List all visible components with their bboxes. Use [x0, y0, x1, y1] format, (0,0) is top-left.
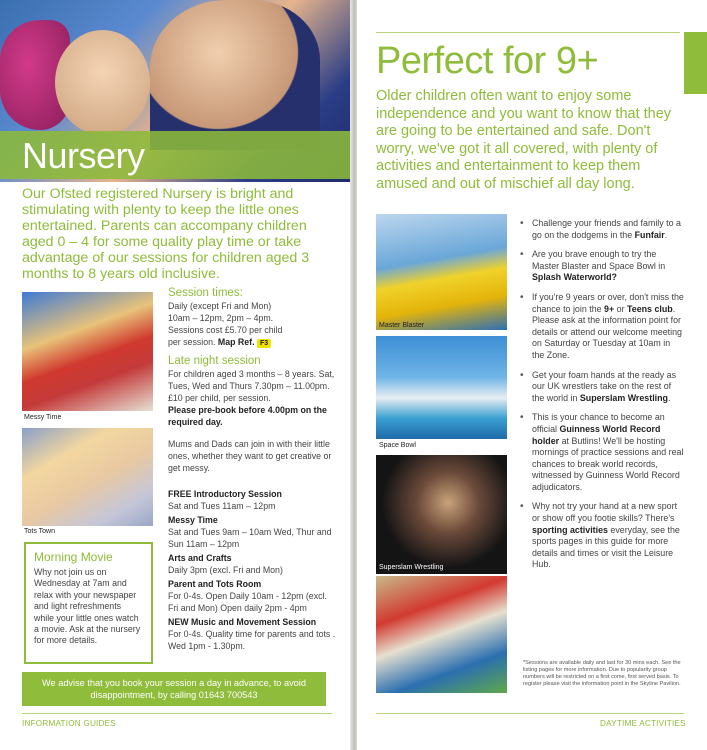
booking-advice-banner: We advise that you book your session a day in advance, to avoid disappointment, by calling 01643 700543 [22, 672, 326, 706]
session-line: 10am – 12pm, 2pm – 4pm. [168, 313, 274, 323]
mums-dads-text: Mums and Dads can join in with their little ones, whether they want to get creative or get messy. [168, 439, 332, 473]
messy-time-caption: Messy Time [24, 414, 62, 421]
session-list [168, 488, 336, 652]
sports-photo [376, 576, 507, 693]
session-detail: Sat and Tues 9am – 10am Wed, Thur and Sun 11am – 12pm [168, 527, 332, 549]
nursery-intro: Our Ofsted registered Nursery is bright and stimulating with plenty to keep the little ones entertained. Parents can accompany children aged 0 – 4 for some quality play time or take advantage of our sessions for children aged 3 months to 8 years old inclusive. [22, 186, 310, 282]
sporting-activities-text: sporting activities [532, 524, 608, 535]
page-title-nursery: Nursery [22, 135, 145, 176]
superslam-text: Superslam Wrestling [579, 392, 668, 403]
section-tab [684, 32, 707, 94]
bullet-sports: • Why not try your hand at a new sport or show off you footie skills? There's sporting activities everyday, see the sports pages in this guide for more details and times or visit the Leisure Hub. [518, 501, 684, 571]
space-bowl-caption: Space Bowl [379, 442, 416, 449]
header-rule [376, 32, 680, 33]
messy-time-photo [22, 292, 153, 411]
superslam-wrestling-caption: Superslam Wrestling [379, 564, 444, 571]
child-shape [55, 30, 150, 135]
session-name: Arts and Crafts [168, 553, 232, 563]
session-line [168, 336, 336, 348]
session-item [168, 514, 336, 550]
footer-rule [22, 713, 332, 714]
session-line: Sessions cost £5.70 per child [168, 325, 283, 335]
sessions-footnote: *Sessions are available daily and last for 30 mins each. See the listing pages for more information. Due to popularity group numbers will be restricted on a first come, first served basis. To register please visit the information point in the Skyline Pavilion. [523, 660, 681, 687]
bullet-wrestling: • Get your foam hands at the ready as our UK wrestlers take on the rest of the world in Superslam Wrestling. [518, 370, 684, 405]
master-blaster-photo [376, 214, 507, 330]
session-times [168, 286, 336, 348]
session-name: Parent and Tots Room [168, 579, 262, 589]
session-line-a: per session. [168, 337, 216, 347]
nine-plus-text: 9+ [604, 303, 615, 314]
footer-left: INFORMATION GUIDES [22, 719, 116, 728]
bullet-splash: • Are you brave enough to try the Master Blaster and Space Bowl in Splash Waterworld? [518, 249, 684, 284]
nine-plus-intro: Older children often want to enjoy some independence and you want to know that they are going to be entertained and safe. Don't worry, we've got it all covered, with plenty of activities and entertainment to keep them amused and out of mischief all day long. [376, 88, 672, 192]
late-night-prebook: Please pre-book before 4.00pm on the required day. [168, 405, 327, 427]
session-detail: Sat and Tues 11am – 12pm [168, 501, 276, 511]
session-detail: For 0-4s. Open Daily 10am - 12pm (excl. Fri and Mon) Open daily 2pm - 4pm [168, 591, 327, 613]
footer-right: DAYTIME ACTIVITIES [600, 719, 686, 728]
map-ref-label: Map Ref. [217, 337, 255, 347]
funfair-link-text: Funfair [634, 229, 665, 240]
master-blaster-caption: Master Blaster [379, 322, 425, 329]
page-title-perfect-for-9: Perfect for 9+ [376, 40, 599, 82]
superslam-wrestling-photo [376, 455, 507, 574]
activity-bullets [518, 218, 684, 579]
bullet-funfair: • Challenge your friends and family to a go on the dodgems in the Funfair. [518, 218, 684, 241]
session-item [168, 488, 336, 512]
guinness-text: Guinness World Record holder [532, 423, 661, 446]
session-line: Daily (except Fri and Mon) [168, 301, 272, 311]
session-name: NEW Music and Movement Session [168, 617, 317, 627]
space-bowl-photo [376, 336, 507, 439]
teens-club-text: Teens club [627, 303, 673, 314]
left-page [0, 0, 352, 750]
tots-town-caption: Tots Town [24, 528, 55, 535]
morning-movie-title: Morning Movie [34, 550, 113, 564]
map-ref-badge: F3 [257, 339, 271, 348]
bullet-guinness: • This is your chance to become an official Guinness World Record holder at Butlins! We'll be hosting mornings of practice sessions and real chances to break world records, witnessed by Guinness World Record adjudicators. [518, 412, 684, 493]
adult-shape [150, 0, 320, 150]
morning-movie-box [24, 542, 153, 664]
bullet-clubs: • If you're 9 years or over, don't miss the chance to join the 9+ or Teens club. Please ask at the information point for details or attend our welcome meeting on Saturday or Tuesday at 10am in the Zone. [518, 292, 684, 362]
morning-movie-text: Why not join us on Wednesday at 7am and relax with your newspaper and light refreshments while your little ones watch a movie. Ask at the nursery for more details. [34, 567, 141, 646]
footer-rule [376, 713, 684, 714]
session-name: Messy Time [168, 515, 218, 525]
late-night-text: For children aged 3 months – 8 years. Sat, Tues, Wed and Thurs 7.30pm – 11.00pm. £10 per child, per session. [168, 369, 335, 403]
late-night-session [168, 354, 336, 428]
session-detail: Daily 3pm (excl. Fri and Mon) [168, 565, 283, 575]
late-night-head: Late night session [168, 355, 261, 367]
session-times-head: Session times: [168, 287, 243, 299]
splash-waterworld-text: Splash Waterworld? [532, 272, 617, 283]
tots-town-photo [22, 428, 153, 526]
session-detail: For 0-4s. Quality time for parents and tots . Wed 1pm - 1.30pm. [168, 629, 336, 651]
session-name: FREE Introductory Session [168, 489, 282, 499]
session-item [168, 552, 336, 576]
session-item [168, 616, 336, 652]
session-item [168, 578, 336, 614]
